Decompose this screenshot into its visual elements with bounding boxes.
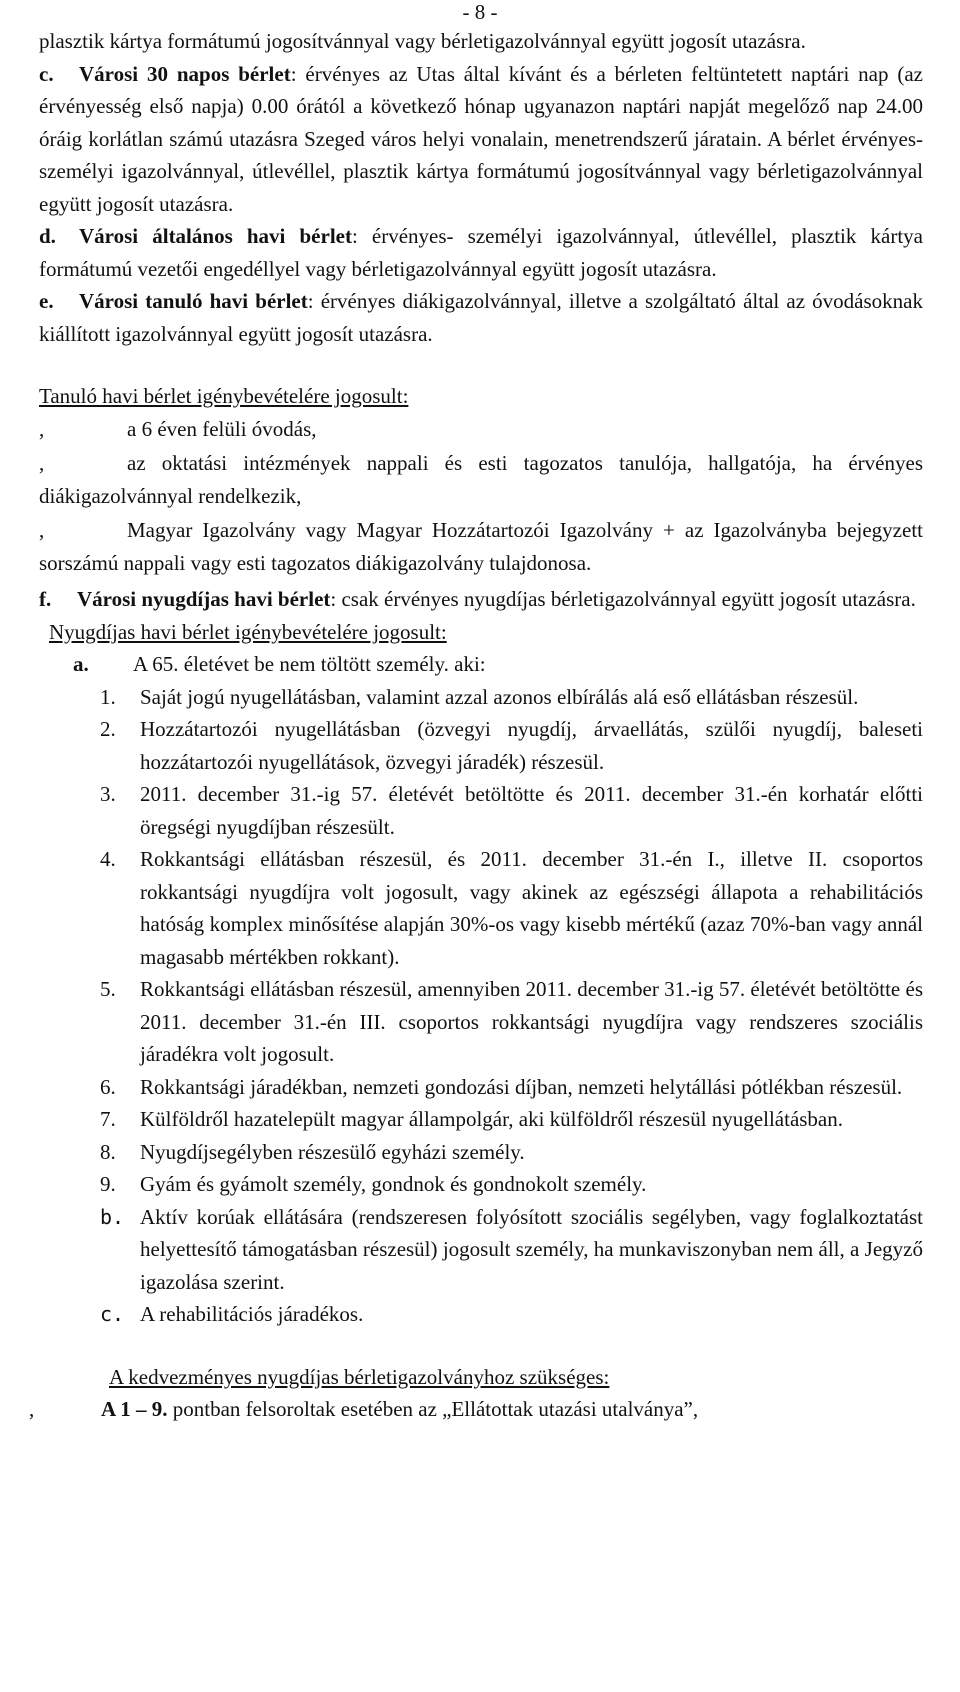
tanulo-item-2-text: az oktatási intézmények nappali és esti tagozatos tanulója, hallgatója, ha érvényes diákigazolvánnyal rendelkezik, [39,451,923,508]
kedvezmenyes-item [29,1393,923,1426]
list-item-marker: 8. [100,1139,116,1164]
list-item-text: Rokkantsági ellátásban részesül, amennyiben 2011. december 31.-ig 57. életévét betöltötte és 2011. december 31.-én III. csoportos rokkantsági nyugdíjra vagy rendszeres szociális járadékra volt jogosult. [140,977,923,1066]
list-item-marker: 9. [100,1172,116,1196]
tanulo-item-3 [39,514,923,579]
section-d-title: Városi általános havi bérlet [79,224,352,248]
list-item-text: Külföldről hazatelepült magyar állampolgár, aki külföldről részesül nyugellátásban. [140,1107,844,1131]
section-e-text: : érvényes diákigazolvánnyal, illetve a szolgáltató által az óvodásoknak kiállított igazolvánnyal együtt jogosít utazásra. [39,289,923,346]
list-item-marker: 5. [100,977,116,1001]
list-item [100,973,923,1071]
nyugdijas-a-marker: a. [73,652,89,676]
list-item-text: Rokkantsági ellátásban részesül, és 2011. december 31.-én I., illetve II. csoportos rokkantsági nyugdíjra volt jogosult, vagy akinek az egészségi állapota a rehabilitációs hatóság komplex minősítése alapján 30%-os vagy kisebb mértékű (azaz 70%-ban vagy annál magasabb mértékben rokkant). [140,847,923,969]
page-number: - 8 - [462,0,498,24]
nyugdijas-a-text: A 65. életévet be nem töltött személy. aki: [133,652,486,676]
section-c-marker: c. [39,61,54,86]
intro-paragraph: plasztik kártya formátumú jogosítvánnyal vagy bérletigazolvánnyal együtt jogosít utazásra. [39,29,806,53]
kedvezmenyes-rest: pontban felsoroltak esetében az „Ellátottak utazási utalványa”, [167,1397,699,1421]
section-d [39,220,923,285]
kedvezmenyes-text [101,1393,698,1426]
tanulo-bullet-2: , [39,451,45,475]
tanulo-item-1 [39,413,923,446]
list-item-marker: 3. [100,782,116,806]
section-e [39,285,923,350]
section-d-marker: d. [39,224,56,248]
list-item-text: A rehabilitációs járadékos. [140,1302,364,1326]
tanulo-item-1-text: a 6 éven felüli óvodás, [127,416,317,441]
kedvezmenyes-lead: A 1 – 9. [101,1397,168,1421]
document-body [29,25,923,1426]
section-f-marker: f. [39,587,52,611]
list-item [100,1201,923,1299]
kedvezmenyes-heading-text: A kedvezményes nyugdíjas bérletigazolványhoz szükséges: [109,1364,610,1389]
tanulo-item-3-text: Magyar Igazolvány vagy Magyar Hozzátartozói Igazolvány + az Igazolványba bejegyzett sorszámú nappali vagy esti tagozatos diákigazolvány tulajdonosa. [39,518,923,575]
list-item-marker: 4. [100,847,116,871]
list-item-marker: 6. [100,1074,116,1099]
list-item-text: Nyugdíjsegélyben részesülő egyházi személy. [140,1139,525,1164]
list-item [100,1136,923,1169]
section-f-title: Városi nyugdíjas havi bérlet [77,587,331,611]
list-item-marker: c. [100,1302,125,1326]
list-item [100,1168,923,1201]
nyugdijas-a-row [73,648,923,681]
section-e-title: Városi tanuló havi bérlet [79,289,308,313]
section-d-text: : érvényes- személyi igazolvánnyal, útlevéllel, plasztik kártya formátumú vezetői engedéllyel vagy bérletigazolvánnyal együtt jogosít utazásra. [39,224,923,281]
list-item [100,1298,923,1331]
list-item-marker: b. [100,1204,125,1229]
tanulo-heading-text: Tanuló havi bérlet igénybevételére jogosult: [39,384,409,408]
section-c-text: : érvényes az Utas által kívánt és a bérleten feltüntetett naptári nap (az érvényesség első napja) 0.00 órától a következő hónap ugyanazon naptári napját megelőző nap 24.00 óráig korlátlan számú utazásra Szeged város helyi vonalain, menetrendszerű járatain. A bérlet érvényes- személyi igazolvánnyal, útlevéllel, plasztik kártya formátumú jogosítvánnyal vagy bérletigazolvánnyal együtt jogosít utazásra. [39,61,923,216]
kedvezmenyes-heading [109,1361,923,1394]
nyugdijas-list [73,648,923,681]
list-item-marker: 1. [100,684,116,709]
section-c-title: Városi 30 napos bérlet [79,61,291,86]
tanulo-item-2 [39,447,923,512]
section-c [39,58,923,221]
section-f [39,583,923,616]
section-e-marker: e. [39,289,54,313]
list-item-text: 2011. december 31.-ig 57. életévét betöltötte és 2011. december 31.-én korhatár előtti öregségi nyugdíjban részesült. [140,782,923,839]
nyugdijas-numbered-list [100,681,923,1331]
nyugdijas-heading-text: Nyugdíjas havi bérlet igénybevételére jogosult: [49,619,447,644]
list-item-text: Gyám és gyámolt személy, gondnok és gondnokolt személy. [140,1172,647,1196]
list-item-text: Aktív korúak ellátására (rendszeresen folyósított szociális segélyben, vagy foglalkoztatást helyettesítő támogatásban részesül) jogosult személy, ha munkaviszonyban nem áll, a Jegyző igazolása szerint. [140,1204,923,1294]
list-item-text: Saját jogú nyugellátásban, valamint azzal azonos elbírálás alá eső ellátásban részesül. [140,684,859,709]
list-item-marker: 7. [100,1107,116,1131]
tanulo-bullet-3: , [39,518,45,542]
kedvezmenyes-bullet: , [29,1397,35,1421]
list-item [100,713,923,778]
section-f-text: : csak érvényes nyugdíjas bérletigazolvánnyal együtt jogosít utazásra. [330,587,916,611]
tanulo-heading [39,380,923,413]
nyugdijas-heading [49,616,923,649]
list-item [100,1103,923,1136]
tanulo-bullet-1: , [39,416,45,441]
list-item [100,681,923,714]
list-item [100,778,923,843]
list-item-marker: 2. [100,717,116,741]
list-item-text: Rokkantsági járadékban, nemzeti gondozási díjban, nemzeti helytállási pótlékban részesül. [140,1074,903,1099]
list-item [100,1071,923,1104]
list-item [100,843,923,973]
list-item-text: Hozzátartozói nyugellátásban (özvegyi nyugdíj, árvaellátás, szülői nyugdíj, baleseti hozzátartozói nyugellátások, özvegyi járadék) részesül. [140,717,923,774]
